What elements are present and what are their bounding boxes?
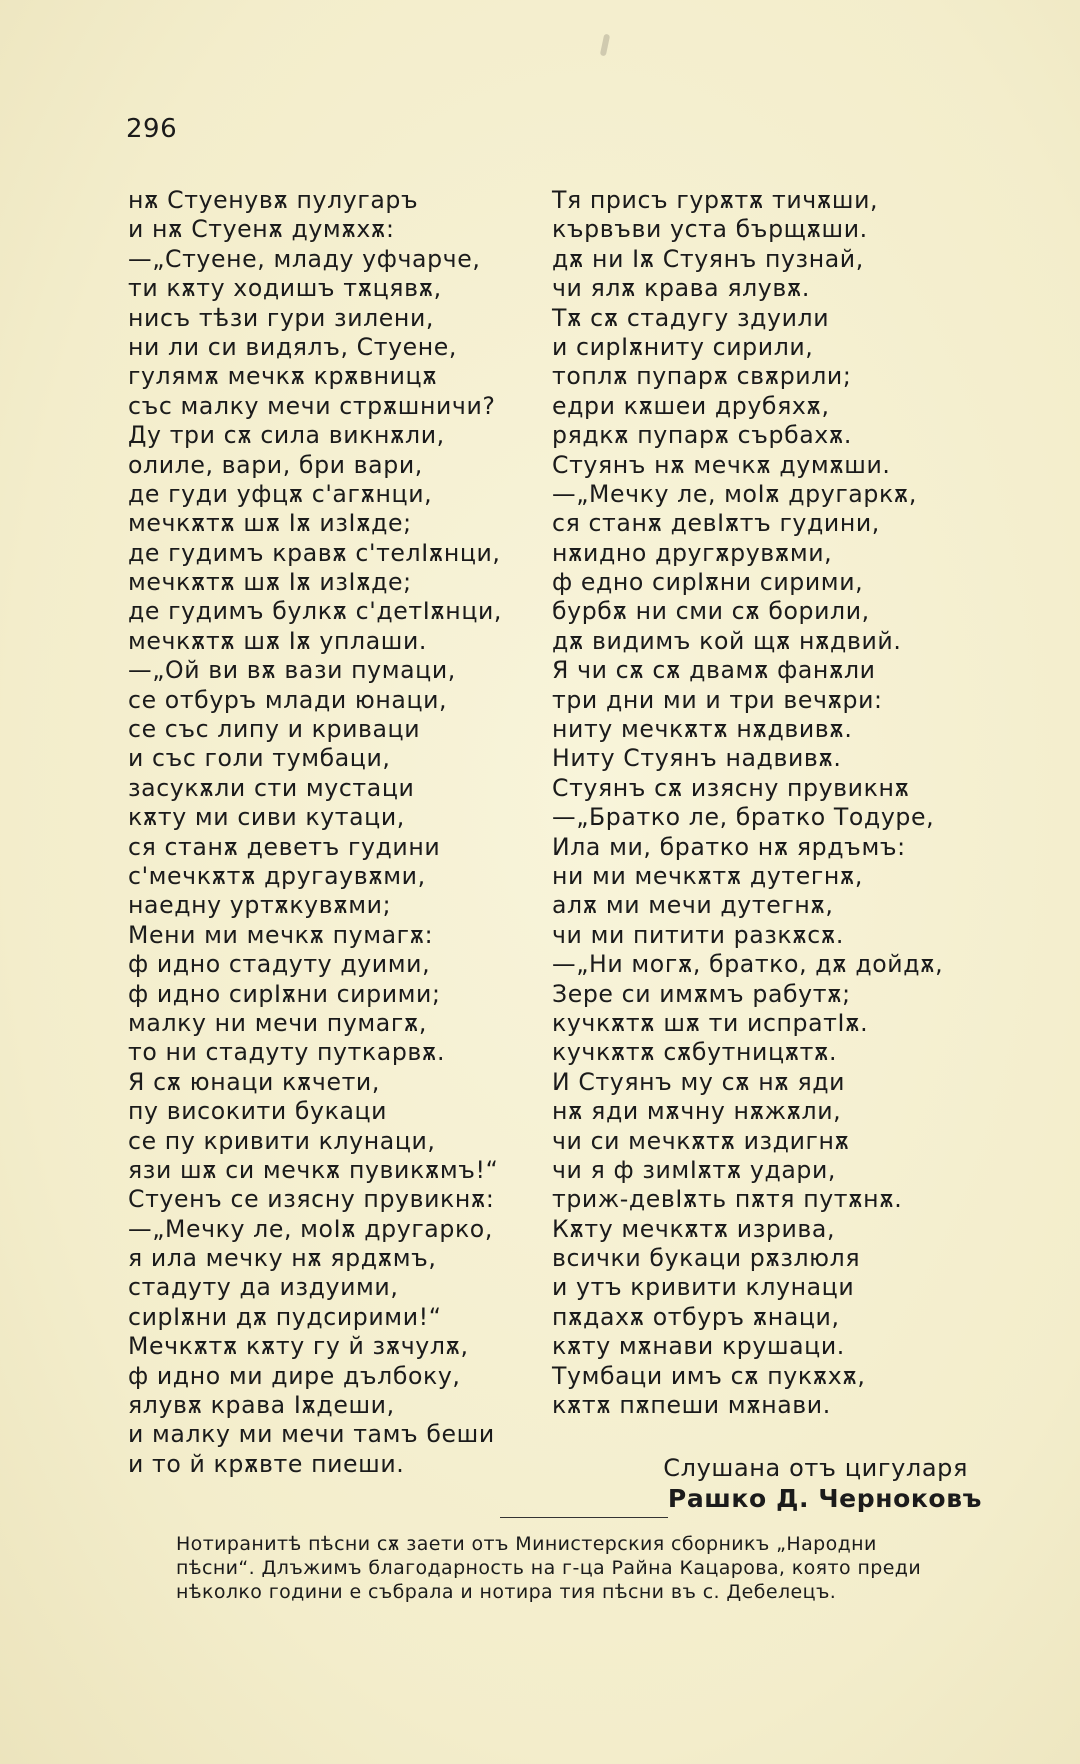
footnote [176,1532,982,1604]
verse-line: Зере си имѫмъ рабутѫ; [552,979,851,1008]
verse-line: чи я ф зимІѫтѫ удари, [552,1155,837,1184]
verse-line: Я чи сѫ сѫ двамѫ фанѫли [552,656,876,685]
verse-line: Стуянъ сѫ изясну прувикнѫ [552,773,910,802]
verse-line: с'мечкѫтѫ другаувѫми, [128,861,426,890]
verse-line: то ни стадуту путкарвѫ. [128,1038,446,1067]
verse-line: ялувѫ крава Іѫдеши, [128,1391,395,1420]
verse-line: ф идно стадуту дуими, [128,950,431,979]
verse-line: —„Ой ви вѫ вази пумаци, [128,656,456,685]
verse-line: Стуянъ нѫ мечкѫ думѫши. [552,450,891,479]
verse-line: кѫту ми сиви кутаци, [128,803,405,832]
poem-column-left [128,186,548,1479]
verse-line: ни ли си видялъ, Стуене, [128,332,458,361]
verse-line: ф идно сирІѫни сирими; [128,979,441,1008]
verse-line: три дни ми и три вечѫри: [552,685,883,714]
verse-line: Я сѫ юнаци кѫчети, [128,1067,380,1096]
attribution [552,1453,982,1515]
verse-line: Стуенъ се изясну прувикнѫ: [128,1185,495,1214]
verse-line: ни ми мечкѫтѫ дутегнѫ, [552,861,864,890]
verse-line: пу високити букаци [128,1097,388,1126]
verse-line: мечкѫтѫ шѫ Іѫ изІѫде; [128,509,412,538]
verse-line: всички букаци рѫзлюля [552,1244,861,1273]
verse-line: де гудимъ булкѫ с'детІѫнци, [128,597,503,626]
verse-line: кѫту мѫнави крушаци. [552,1332,845,1361]
verse-line: стадуту да издуими, [128,1273,399,1302]
verse-line: ф идно ми дире дълбоку, [128,1361,461,1390]
verse-line: ф едно сирІѫни сирими, [552,568,864,597]
verse-line: Ила ми, братко нѫ ярдъмъ: [552,832,906,861]
verse-line: засукѫли сти мустаци [128,773,415,802]
verse-line: ся станѫ девІѫтъ гудини, [552,509,880,538]
verse-line: олиле, вари, бри вари, [128,450,423,479]
verse-line: —„Мечку ле, моІѫ другарко, [128,1214,493,1243]
verse-line: чи ми питити разкѫсѫ. [552,920,844,949]
verse-line: Кѫту мечкѫтѫ изрива, [552,1214,836,1243]
verse-line: Ду три сѫ сила викнѫли, [128,421,445,450]
footnote-line: пѣсни“. Длъжимъ благодарность на г-ца Райна Кацарова, която преди [176,1557,922,1579]
verse-line: триж-девІѫть пѫтя путѫнѫ. [552,1185,903,1214]
verse-line: я ила мечку нѫ ярдѫмъ, [128,1244,437,1273]
verse-line: нѫидно другѫрувѫми, [552,538,833,567]
verse-line: и утъ кривити клунаци [552,1273,855,1302]
verse-line: язи шѫ си мечкѫ пувикѫмъ!“ [128,1155,499,1184]
verse-line: и малку ми мечи тамъ беши [128,1420,495,1449]
verse-line: и сирІѫниту сирили, [552,332,814,361]
ink-smudge [600,34,610,57]
page-number: 296 [126,114,178,144]
verse-line: малку ни мечи пумагѫ, [128,1008,427,1037]
verse-line: и нѫ Стуенѫ думѫхѫ: [128,215,395,244]
verse-line: със малку мечи стрѫшничи? [128,391,496,420]
poem-column-right [552,186,992,1420]
verse-line: се отбуръ млади юнаци, [128,685,448,714]
verse-line: —„Стуене, младу уфчарче, [128,244,481,273]
verse-line: ти кѫту ходишъ тѫцявѫ, [128,274,442,303]
verse-line: де гуди уфцѫ с'агѫнци, [128,479,433,508]
verse-line: Мечкѫтѫ кѫту гу й зѫчулѫ, [128,1332,469,1361]
verse-line: пѫдахѫ отбуръ ѫнаци, [552,1302,840,1331]
verse-line: гулямѫ мечкѫ крѫвницѫ [128,362,438,391]
verse-line: чи си мечкѫтѫ издигнѫ [552,1126,850,1155]
attribution-singer: Рашко Д. Черноковъ [667,1484,982,1513]
verse-line: нѫ яди мѫчну нѫжѫли, [552,1097,842,1126]
verse-line: и със голи тумбаци, [128,744,391,773]
verse-line: едри кѫшеи друбяхѫ, [552,391,830,420]
verse-line: се пу кривити клунаци, [128,1126,436,1155]
verse-line: рядкѫ пупарѫ сърбахѫ. [552,421,852,450]
verse-line: кучкѫтѫ сѫбутницѫтѫ. [552,1038,838,1067]
verse-line: алѫ ми мечи дутегнѫ, [552,891,834,920]
verse-line: дѫ видимъ кой щѫ нѫдвий. [552,626,902,655]
verse-line: наедну уртѫкувѫми; [128,891,392,920]
verse-line: Тѫ сѫ стадугу здуили [552,303,830,332]
attribution-source: Слушана отъ цигуларя [663,1454,968,1482]
footnote-line: нѣколко години е събрала и нотира тия пѣсни въ с. Дебелецъ. [176,1581,837,1603]
verse-line: кучкѫтѫ шѫ ти испратІѫ. [552,1008,869,1037]
verse-line: чи ялѫ крава ялувѫ. [552,274,811,303]
verse-line: бурбѫ ни сми сѫ борили, [552,597,870,626]
verse-line: Ниту Стуянъ надвивѫ. [552,744,842,773]
verse-line: мечкѫтѫ шѫ Іѫ уплаши. [128,626,427,655]
verse-line: и то й крѫвте пиеши. [128,1449,405,1478]
verse-line: ся станѫ деветъ гудини [128,832,441,861]
verse-line: Тумбаци имъ сѫ пукѫхѫ, [552,1361,866,1390]
verse-line: дѫ ни Іѫ Стуянъ пузнай, [552,244,864,273]
verse-line: се със липу и криваци [128,715,421,744]
verse-line: Мени ми мечкѫ пумагѫ: [128,920,434,949]
verse-line: Тя присъ гурѫтѫ тичѫши, [552,186,879,214]
verse-line: И Стуянъ му сѫ нѫ яди [552,1067,846,1096]
verse-line: —„Ни могѫ, братко, дѫ дойдѫ, [552,950,944,979]
verse-line: кървъви уста бърщѫши. [552,215,868,244]
verse-line: топлѫ пупарѫ свѫрили; [552,362,852,391]
footnote-line: Нотиранитѣ пѣсни сѫ заети отъ Министерския сборникъ „Народни [176,1533,877,1555]
verse-line: мечкѫтѫ шѫ Іѫ изІѫде; [128,568,412,597]
verse-line: де гудимъ кравѫ с'телІѫнци, [128,538,501,567]
footnote-divider [500,1517,668,1518]
verse-line: —„Мечку ле, моІѫ другаркѫ, [552,479,917,508]
verse-line: кѫтѫ пѫпеши мѫнави. [552,1391,831,1420]
verse-line: нѫ Стуенувѫ пулугаръ [128,186,419,214]
verse-line: ниту мечкѫтѫ нѫдвивѫ. [552,715,853,744]
verse-line: сирІѫни дѫ пудсирими!“ [128,1302,442,1331]
verse-line: —„Братко ле, братко Тодуре, [552,803,935,832]
verse-line: нисъ тѣзи гури зилени, [128,303,434,332]
